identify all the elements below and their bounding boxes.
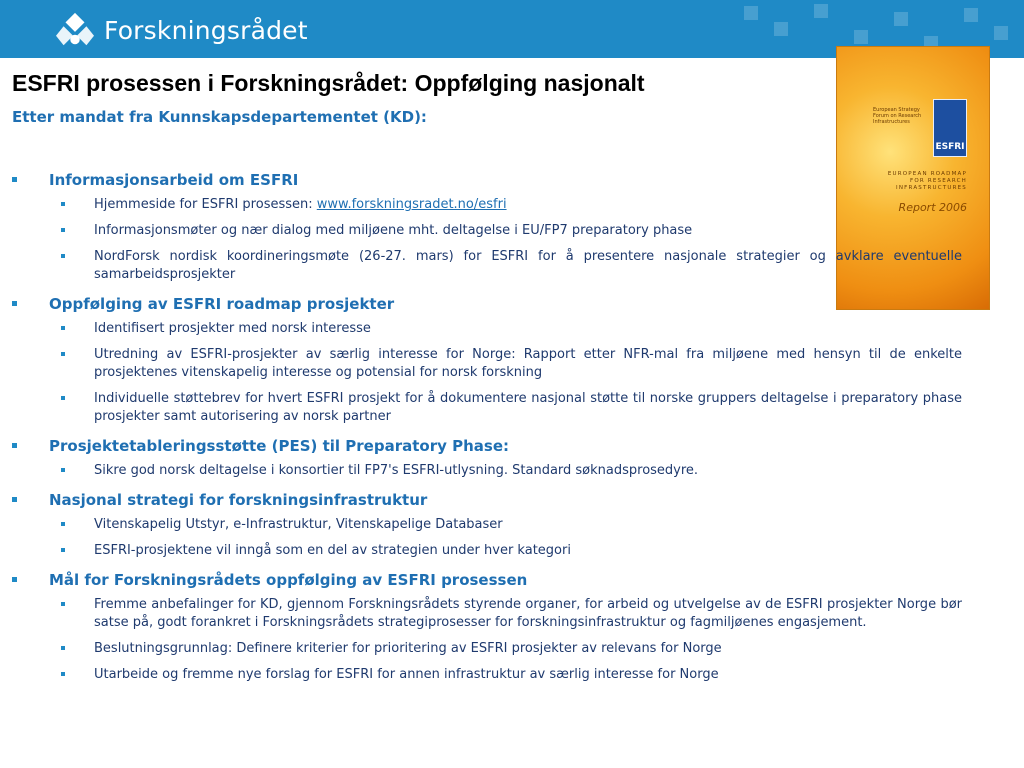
list-item xyxy=(12,516,962,534)
section-heading xyxy=(12,170,962,190)
section-heading-text: Prosjektetableringsstøtte (PES) til Preparatory Phase: xyxy=(49,437,509,455)
list-item-text: Sikre god norsk deltagelse i konsortier til FP7's ESFRI-utlysning. Standard søknadsprosedyre. xyxy=(94,463,699,478)
section xyxy=(12,436,962,480)
bullet-icon xyxy=(61,326,65,330)
slide-content xyxy=(12,170,962,694)
list-item xyxy=(12,542,962,560)
list-item-text: Individuelle støttebrev for hvert ESFRI prosjekt for å dokumentere nasjonal støtte til norske gruppers deltagelse i preparatory phase prosjekter samt autorisering av norsk partner xyxy=(94,391,962,424)
cover-small-text: European Strategy Forum on Research Infrastructures xyxy=(873,107,922,125)
section-heading xyxy=(12,490,962,510)
bullet-icon xyxy=(61,396,65,400)
bullet-icon xyxy=(61,602,65,606)
list-item xyxy=(12,390,962,426)
bullet-icon xyxy=(12,497,17,502)
section xyxy=(12,170,962,284)
list-item xyxy=(12,640,962,658)
section-heading xyxy=(12,570,962,590)
list-item-text: Informasjonsmøter og nær dialog med miljøene mht. deltagelse i EU/FP7 preparatory phase xyxy=(94,223,693,238)
bullet-icon xyxy=(12,177,17,182)
page-subtitle: Etter mandat fra Kunnskapsdepartementet (KD): xyxy=(12,108,427,126)
bullet-icon xyxy=(61,646,65,650)
bullet-icon xyxy=(61,548,65,552)
page-title: ESFRI prosessen i Forskningsrådet: Oppfølging nasjonalt xyxy=(12,70,645,96)
list-item-text: Vitenskapelig Utstyr, e-Infrastruktur, Vitenskapelige Databaser xyxy=(94,517,503,532)
list-item-text: Utredning av ESFRI-prosjekter av særlig interesse for Norge: Rapport etter NFR-mal fra miljøene med hensyn til de enkelte prosjektenes vitenskapelig interesse og potensial for norsk forskning xyxy=(94,347,962,380)
list-item xyxy=(12,248,962,284)
section-heading-text: Nasjonal strategi for forskningsinfrastruktur xyxy=(49,491,428,509)
list-item xyxy=(12,666,962,684)
bullet-icon xyxy=(61,522,65,526)
bullet-icon xyxy=(61,352,65,356)
cover-report-text: Report 2006 xyxy=(898,201,967,214)
cover-roadmap-text: EUROPEAN ROADMAP FOR RESEARCH INFRASTRUCTURES xyxy=(887,171,967,191)
bullet-icon xyxy=(61,672,65,676)
bullet-icon xyxy=(12,443,17,448)
section xyxy=(12,294,962,426)
list-item xyxy=(12,320,962,338)
logo-icon xyxy=(56,11,94,49)
logo[interactable] xyxy=(56,10,308,50)
bullet-icon xyxy=(61,202,65,206)
list-item-text: Beslutningsgrunnlag: Definere kriterier for prioritering av ESFRI prosjekter av relevans for Norge xyxy=(94,641,722,656)
list-item-text: NordForsk nordisk koordineringsmøte (26-27. mars) for ESFRI for å presentere nasjonale strategier og avklare eventuelle samarbeidsprosjekter xyxy=(94,249,962,282)
section-heading-text: Mål for Forskningsrådets oppfølging av ESFRI prosessen xyxy=(49,571,528,589)
bullet-icon xyxy=(61,468,65,472)
bullet-icon xyxy=(61,254,65,258)
bullet-icon xyxy=(12,301,17,306)
list-item xyxy=(12,596,962,632)
cover-esfri-logo: ESFRI xyxy=(933,99,967,157)
list-item xyxy=(12,462,962,480)
logo-text: Forskningsrådet xyxy=(104,15,308,45)
section-heading-text: Informasjonsarbeid om ESFRI xyxy=(49,171,299,189)
section-heading xyxy=(12,436,962,456)
bullet-icon xyxy=(12,577,17,582)
list-item xyxy=(12,196,962,214)
list-item-text: Utarbeide og fremme nye forslag for ESFRI for annen infrastruktur av særlig interesse for Norge xyxy=(94,667,719,682)
list-item xyxy=(12,222,962,240)
section-heading xyxy=(12,294,962,314)
section xyxy=(12,490,962,560)
homepage-link[interactable]: www.forskningsradet.no/esfri xyxy=(316,197,507,212)
list-item-text: Hjemmeside for ESFRI prosessen: xyxy=(94,197,317,212)
list-item-text: ESFRI-prosjektene vil inngå som en del av strategien under hver kategori xyxy=(94,543,571,558)
list-item-text: Identifisert prosjekter med norsk interesse xyxy=(94,321,371,336)
list-item-text: Fremme anbefalinger for KD, gjennom Forskningsrådets styrende organer, for arbeid og utvelgelse av de ESFRI prosjekter Norge bør satse på, godt forankret i Forskningsrådets strategiprosesser for forskningsinfrastruktur og fagmiljøenes engasjement. xyxy=(94,597,962,630)
bullet-icon xyxy=(61,228,65,232)
section-heading-text: Oppfølging av ESFRI roadmap prosjekter xyxy=(49,295,395,313)
section xyxy=(12,570,962,684)
list-item xyxy=(12,346,962,382)
